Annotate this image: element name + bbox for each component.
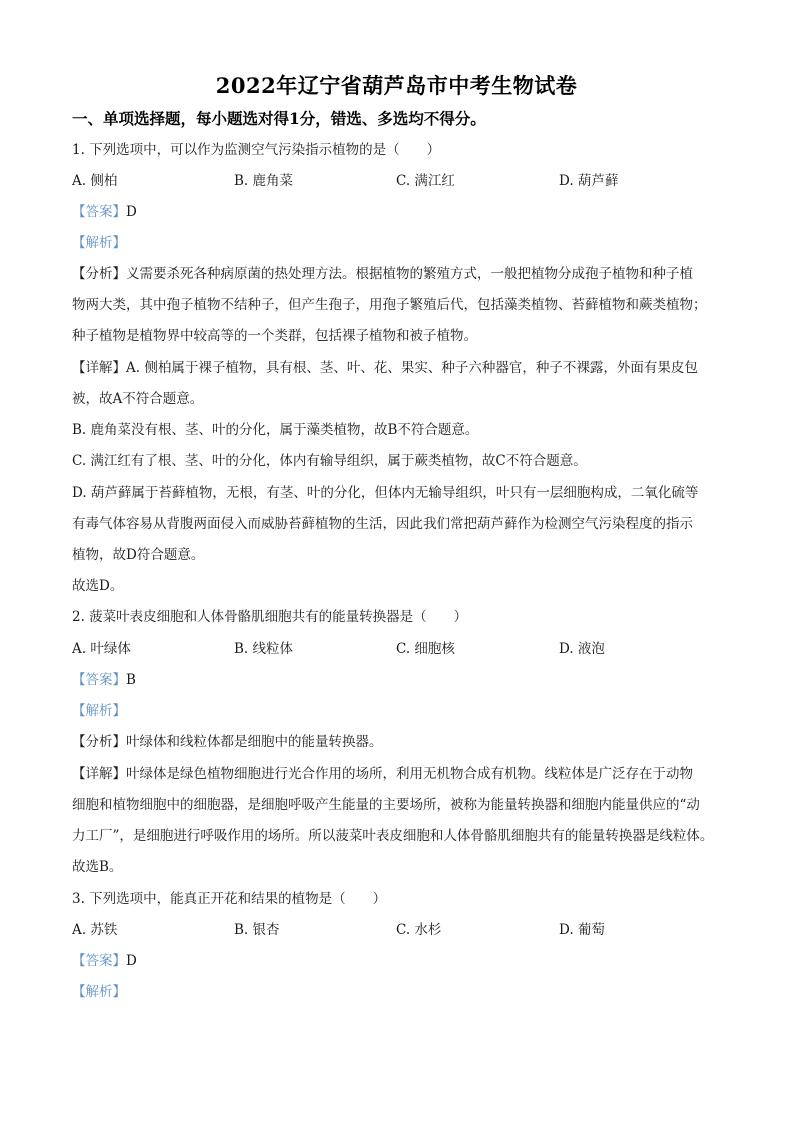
question-2-option-c: C. 细胞核: [396, 641, 455, 657]
question-1-answer: [72, 203, 137, 221]
question-1-xiangjie-line-6: 有毒气体容易从背腹两面侵入而威胁苔藓植物的生活，因此我们常把葫芦藓作为检测空气污染程度的指示: [72, 516, 693, 532]
question-1-option-a: A. 侧柏: [72, 173, 118, 189]
answer-label: 【答案】: [72, 672, 126, 688]
question-1-fenxi-line-3: 种子植物是植物界中较高等的一个类群，包括裸子植物和被子植物。: [72, 328, 477, 344]
question-1-option-c: C. 满江红: [396, 173, 455, 189]
xiangjie-text: 叶绿体是绿色植物细胞进行光合作用的场所，利用无机物合成有机物。线粒体是广泛存在于动物: [126, 766, 693, 782]
analysis-label: 【解析】: [72, 703, 126, 719]
question-2-conclusion: 故选B。: [72, 859, 123, 875]
question-1-stem: 1. 下列选项中，可以作为监测空气污染指示植物的是（ ）: [72, 142, 441, 158]
analysis-label: 【解析】: [72, 984, 126, 1000]
section-heading: 一、单项选择题，每小题选对得1分，错选、多选均不得分。: [72, 109, 486, 128]
question-1-option-b: B. 鹿角菜: [234, 173, 294, 189]
question-1-option-d: D. 葫芦藓: [559, 173, 619, 189]
xiangjie-label: 【详解】: [72, 360, 126, 376]
xiangjie-label: 【详解】: [72, 766, 126, 782]
question-3-option-d: D. 葡萄: [559, 922, 605, 938]
question-1-options: [72, 172, 732, 190]
fenxi-label: 【分析】: [72, 734, 126, 750]
question-1-xiangjie-line-4: C. 满江红有了根、茎、叶的分化，体内有输导组织，属于蕨类植物，故C不符合题意。: [72, 453, 587, 469]
fenxi-text: 义需要杀死各种病原菌的热处理方法。根据植物的繁殖方式，一般把植物分成孢子植物和种子植: [126, 266, 693, 282]
question-3-option-c: C. 水杉: [396, 922, 442, 938]
fenxi-label: 【分析】: [72, 266, 126, 282]
question-3-stem: 3. 下列选项中，能真正开花和结果的植物是（ ）: [72, 891, 387, 907]
question-3-options: [72, 921, 732, 939]
answer-label: 【答案】: [72, 953, 126, 969]
question-2-answer: [72, 671, 136, 689]
question-2-fenxi-line-1: [72, 733, 383, 751]
question-1-conclusion: 故选D。: [72, 578, 124, 594]
question-2-options: [72, 640, 732, 658]
question-3-analysis-header: [72, 983, 126, 1001]
question-2-option-b: B. 线粒体: [234, 641, 294, 657]
question-2-stem: 2. 菠菜叶表皮细胞和人体骨骼肌细胞共有的能量转换器是（ ）: [72, 609, 468, 625]
question-1-xiangjie-line-1: [72, 359, 698, 377]
question-2-analysis-header: [72, 702, 126, 720]
question-1-analysis-header: [72, 234, 126, 252]
analysis-label: 【解析】: [72, 235, 126, 251]
question-1-fenxi-line-1: [72, 265, 693, 283]
question-1-fenxi-line-2: 物两大类，其中孢子植物不结种子，但产生孢子，用孢子繁殖后代，包括藻类植物、苔藓植物和蕨类植物；: [72, 297, 707, 313]
question-1-xiangjie-line-3: B. 鹿角菜没有根、茎、叶的分化，属于藻类植物，故B不符合题意。: [72, 422, 479, 438]
page-title: 2022年辽宁省葫芦岛市中考生物试卷: [215, 73, 578, 98]
xiangjie-text: A. 侧柏属于裸子植物，具有根、茎、叶、花、果实、种子六种器官，种子不裸露，外面有果皮包: [126, 360, 698, 376]
question-2-option-a: A. 叶绿体: [72, 641, 131, 657]
question-3-answer: [72, 952, 137, 970]
question-2-option-d: D. 液泡: [559, 641, 605, 657]
answer-value: B: [126, 672, 136, 688]
fenxi-text: 叶绿体和线粒体都是细胞中的能量转换器。: [126, 734, 383, 750]
answer-value: D: [126, 953, 137, 969]
question-2-xiangjie-line-1: [72, 765, 693, 783]
question-3-option-a: A. 苏铁: [72, 922, 118, 938]
question-1-xiangjie-line-2: 被，故A不符合题意。: [72, 391, 204, 407]
question-1-xiangjie-line-5: D. 葫芦藓属于苔藓植物，无根，有茎、叶的分化，但体内无输导组织，叶只有一层细胞构成，二氧化硫等: [72, 485, 699, 501]
answer-label: 【答案】: [72, 204, 126, 220]
question-2-xiangjie-line-3: 力工厂”，是细胞进行呼吸作用的场所。所以菠菜叶表皮细胞和人体骨骼肌细胞共有的能量转换器是线粒体。: [72, 828, 714, 844]
question-3-option-b: B. 银杏: [234, 922, 280, 938]
answer-value: D: [126, 204, 137, 220]
question-2-xiangjie-line-2: 细胞和植物细胞中的细胞器，是细胞呼吸产生能量的主要场所，被称为能量转换器和细胞内能量供应的“动: [72, 797, 700, 813]
question-1-xiangjie-line-7: 植物，故D符合题意。: [72, 547, 205, 563]
